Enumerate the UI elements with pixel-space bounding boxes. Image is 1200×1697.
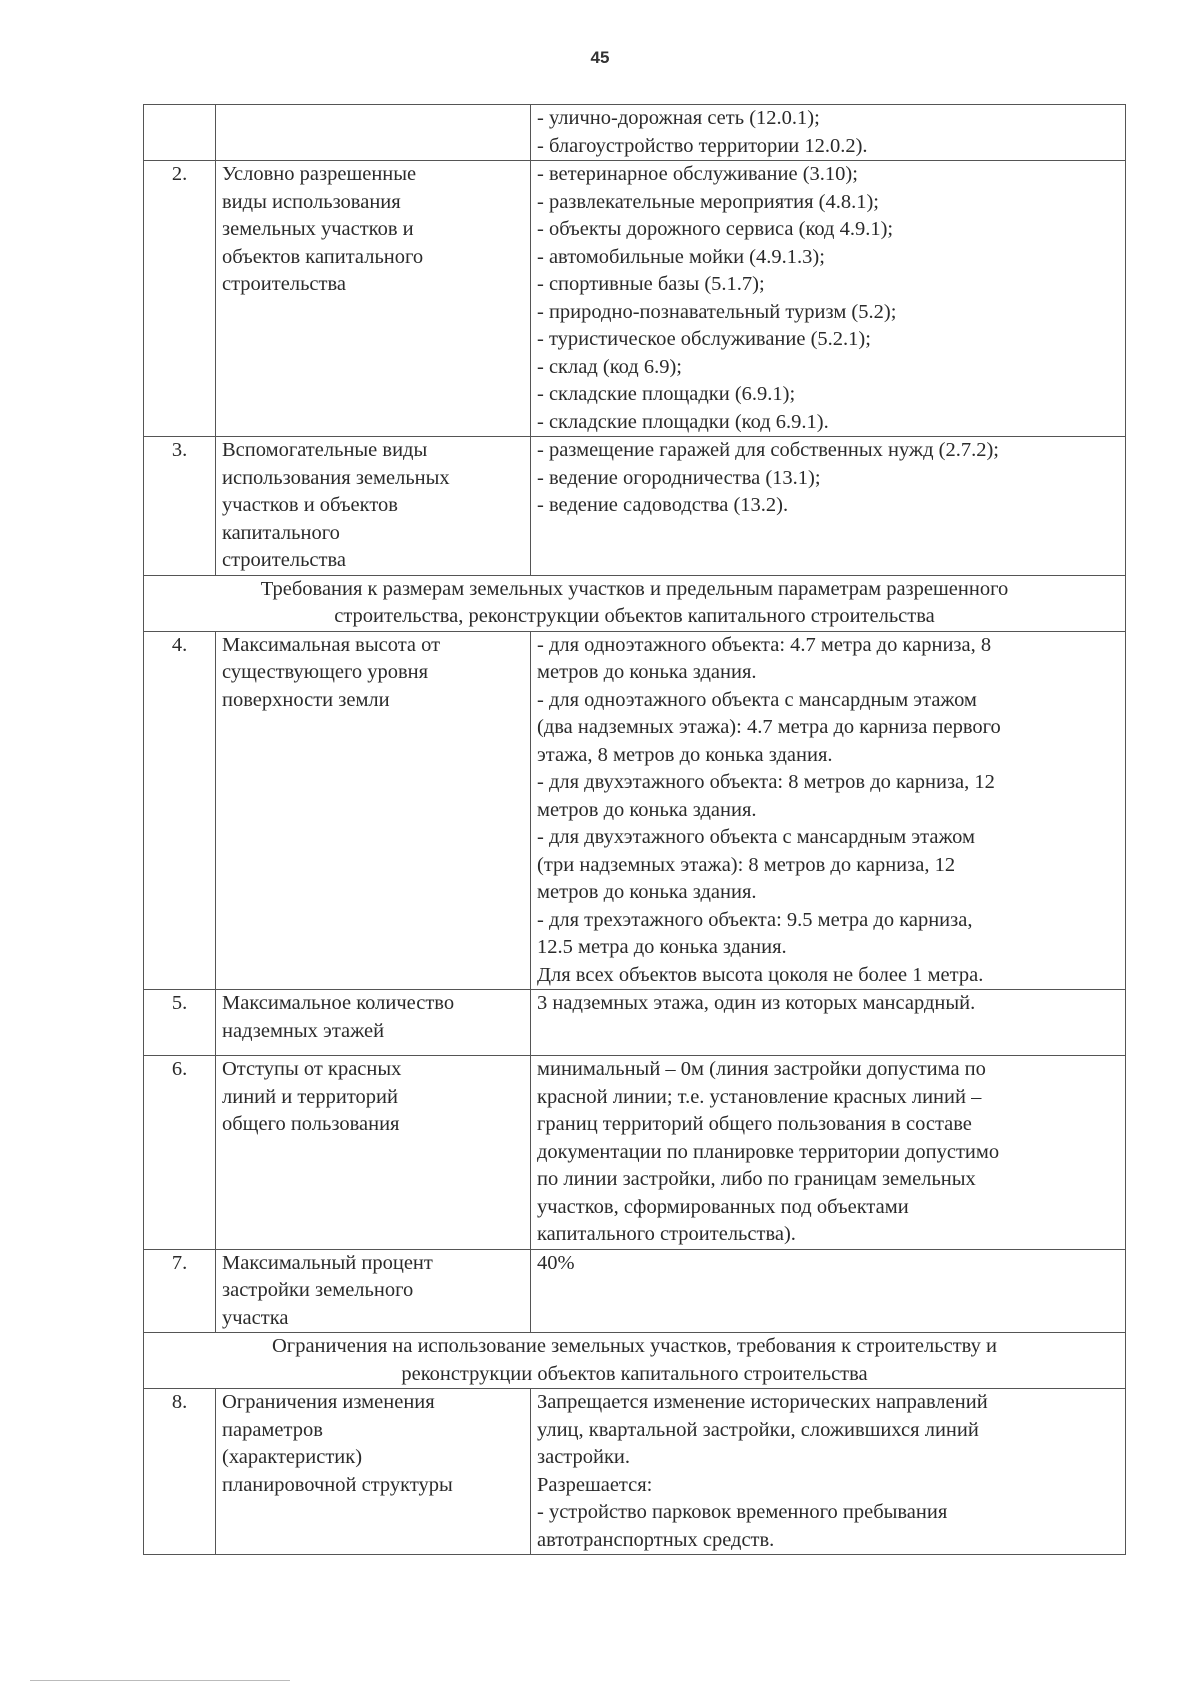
parameter-name-line: надземных этажей	[222, 1019, 385, 1042]
parameter-name-line: общего пользования	[222, 1113, 400, 1135]
parameter-value-line: капитального строительства).	[537, 1223, 796, 1245]
parameter-value-line: застройки.	[537, 1446, 631, 1468]
section-header-line: реконструкции объектов капитального строительства	[401, 1362, 868, 1385]
parameter-value-line: - склад (код 6.9);	[537, 355, 683, 378]
parameter-name-line: Условно разрешенные	[222, 163, 417, 185]
parameter-value	[531, 1389, 1126, 1555]
row-number: 4.	[144, 631, 216, 990]
parameter-value-line: - благоустройство территории 12.0.2).	[537, 134, 868, 157]
parameter-value	[531, 161, 1126, 437]
parameter-value-line: - улично-дорожная сеть (12.0.1);	[537, 107, 820, 129]
parameter-value-line: метров до конька здания.	[537, 661, 757, 683]
parameter-value-line: - ведение огородничества (13.1);	[537, 466, 821, 489]
parameter-name-line: планировочной структуры	[222, 1473, 453, 1496]
parameter-name-line: Ограничения изменения	[222, 1391, 435, 1413]
parameter-name-line: объектов капитального	[222, 245, 424, 268]
table-row	[144, 161, 1126, 437]
parameter-name	[216, 990, 531, 1056]
section-header-row	[144, 1333, 1126, 1389]
parameter-value-line: Запрещается изменение исторических направлений	[537, 1391, 988, 1413]
parameter-name-line: поверхности земли	[222, 688, 390, 711]
parameter-name-line: Отступы от красных	[222, 1058, 402, 1080]
parameter-value-line: 3 надземных этажа, один из которых мансардный.	[537, 992, 976, 1014]
parameter-value-line: по линии застройки, либо по границам земельных	[537, 1168, 976, 1190]
section-header-row	[144, 575, 1126, 631]
row-number: 3.	[144, 437, 216, 576]
parameter-name	[216, 631, 531, 990]
footer-rule	[30, 1680, 290, 1681]
parameter-value-line: документации по планировке территории допустимо	[537, 1140, 1000, 1163]
parameter-value-line: (три надземных этажа): 8 метров до карниза, 12	[537, 853, 956, 876]
parameter-name-line: (характеристик)	[222, 1446, 363, 1468]
parameter-value-line: - складские площадки (6.9.1);	[537, 383, 796, 405]
land-use-regulations-table	[143, 104, 1126, 1555]
parameter-value	[531, 1056, 1126, 1250]
parameter-value-line: - развлекательные мероприятия (4.8.1);	[537, 190, 879, 213]
parameter-name-line: Вспомогательные виды	[222, 439, 428, 461]
parameter-name-line: строительства	[222, 273, 346, 295]
parameter-name	[216, 1389, 531, 1555]
row-number: 6.	[144, 1056, 216, 1250]
row-number: 7.	[144, 1249, 216, 1333]
parameter-name	[216, 437, 531, 576]
parameter-value-line: - устройство парковок временного пребывания	[537, 1501, 948, 1523]
parameter-value-line: метров до конька здания.	[537, 798, 757, 821]
parameter-value-line: - для трехэтажного объекта: 9.5 метра до карниза,	[537, 908, 973, 931]
parameter-value-line: метров до конька здания.	[537, 881, 757, 903]
section-header-line: Ограничения на использование земельных участков, требования к строительству и	[271, 1335, 997, 1357]
parameter-name	[216, 1056, 531, 1250]
parameter-value-line: улиц, квартальной застройки, сложившихся линий	[537, 1418, 979, 1441]
parameter-value	[531, 1249, 1126, 1333]
parameter-name	[216, 105, 531, 161]
parameter-value-line: (два надземных этажа): 4.7 метра до карниза первого	[537, 716, 1001, 738]
parameter-value-line: 40%	[537, 1251, 575, 1274]
parameter-name-line: земельных участков и	[222, 218, 414, 240]
parameter-value	[531, 105, 1126, 161]
parameter-value-line: - природно-познавательный туризм (5.2);	[537, 300, 897, 323]
parameter-value-line: автотранспортных средств.	[537, 1528, 775, 1551]
parameter-name-line: строительства	[222, 549, 346, 571]
row-number: 8.	[144, 1389, 216, 1555]
table-row	[144, 990, 1126, 1056]
table-row	[144, 1056, 1126, 1250]
parameter-name-line: Максимальный процент	[222, 1251, 433, 1274]
table-row	[144, 1249, 1126, 1333]
parameter-name-line: Максимальная высота от	[222, 633, 441, 656]
row-number: 5.	[144, 990, 216, 1056]
parameter-value-line: - ветеринарное обслуживание (3.10);	[537, 163, 858, 185]
section-header-line: строительства, реконструкции объектов капитального строительства	[334, 605, 935, 627]
section-header	[144, 1333, 1126, 1389]
parameter-name	[216, 161, 531, 437]
table-row	[144, 437, 1126, 576]
parameter-value-line: - спортивные базы (5.1.7);	[537, 273, 765, 295]
row-number	[144, 105, 216, 161]
parameter-name-line: Максимальное количество	[222, 992, 455, 1014]
section-header-line: Требования к размерам земельных участков и предельным параметрам разрешенного	[260, 577, 1009, 600]
parameter-value-line: красной линии; т.е. установление красных линий –	[537, 1085, 982, 1108]
parameter-value-line: Разрешается:	[537, 1473, 653, 1496]
parameter-value	[531, 437, 1126, 576]
parameter-value	[531, 990, 1126, 1056]
parameter-name-line: линий и территорий	[222, 1085, 398, 1108]
parameter-value-line: этажа, 8 метров до конька здания.	[537, 743, 833, 766]
table-row	[144, 105, 1126, 161]
parameter-value-line: минимальный – 0м (линия застройки допустима по	[537, 1058, 986, 1080]
parameter-name-line: участка	[222, 1306, 289, 1329]
parameter-value-line: - автомобильные мойки (4.9.1.3);	[537, 245, 825, 268]
parameter-name-line: использования земельных	[222, 466, 450, 489]
parameter-value	[531, 631, 1126, 990]
parameter-name-line: застройки земельного	[222, 1279, 414, 1301]
parameter-value-line: - объекты дорожного сервиса (код 4.9.1);	[537, 218, 894, 240]
parameter-value-line: - размещение гаражей для собственных нужд (2.7.2);	[537, 439, 999, 461]
parameter-value-line: - для двухэтажного объекта: 8 метров до карниза, 12	[537, 771, 995, 793]
parameter-name	[216, 1249, 531, 1333]
parameter-value-line: - складские площадки (код 6.9.1).	[537, 410, 829, 433]
table-row	[144, 631, 1126, 990]
parameter-value-line: - для одноэтажного объекта: 4.7 метра до карниза, 8	[537, 633, 992, 656]
parameter-value-line: - туристическое обслуживание (5.2.1);	[537, 328, 871, 350]
parameter-value-line: участков, сформированных под объектами	[537, 1195, 909, 1218]
row-number: 2.	[144, 161, 216, 437]
parameter-name-line: существующего уровня	[222, 661, 429, 683]
table-row	[144, 1389, 1126, 1555]
parameter-name-line: капитального	[222, 521, 340, 544]
parameter-value-line: 12.5 метра до конька здания.	[537, 936, 787, 958]
page-number: 45	[590, 48, 610, 67]
parameter-name-line: параметров	[222, 1418, 323, 1441]
parameter-value-line: Для всех объектов высота цоколя не более 1 метра.	[537, 963, 984, 986]
parameter-name-line: виды использования	[222, 190, 401, 213]
section-header	[144, 575, 1126, 631]
parameter-name-line: участков и объектов	[222, 494, 398, 516]
parameter-value-line: - для двухэтажного объекта с мансардным этажом	[537, 826, 975, 848]
parameter-value-line: - ведение садоводства (13.2).	[537, 494, 789, 516]
parameter-value-line: границ территорий общего пользования в составе	[537, 1113, 972, 1135]
parameter-value-line: - для одноэтажного объекта с мансардным этажом	[537, 688, 977, 711]
